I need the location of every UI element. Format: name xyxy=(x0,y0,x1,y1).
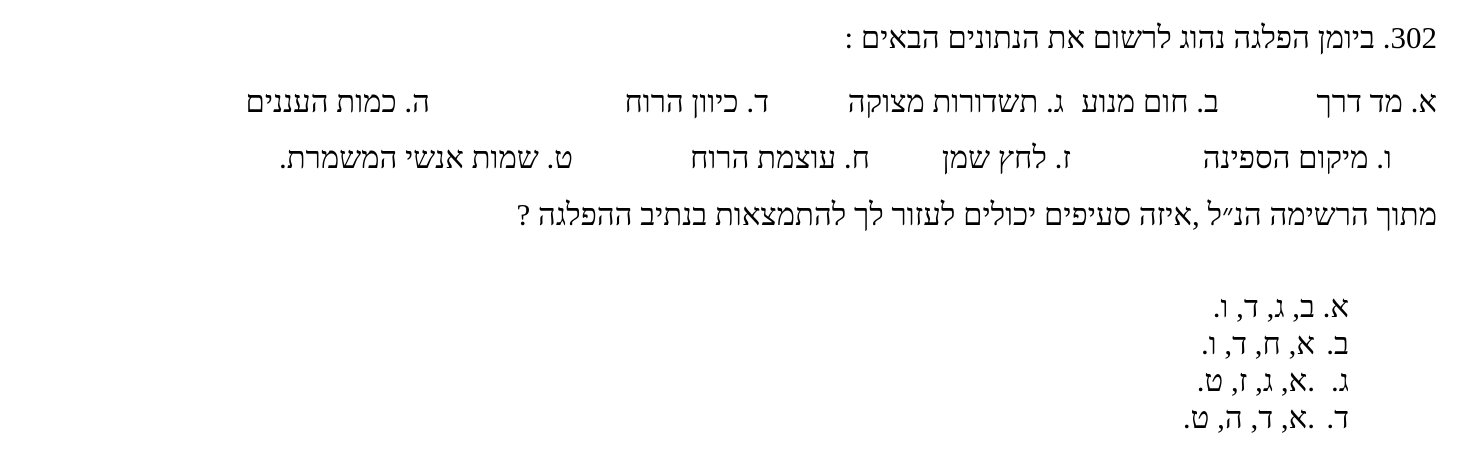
item-g: ז. לחץ שמן xyxy=(941,140,1071,175)
item-c: ג. תשדורות מצוקה xyxy=(847,84,1064,119)
question-prompt: מתוך הרשימה הנ״ל ,איזה סעיפים יכולים לעזור לך להתמצאות בנתיב ההפלגה ? xyxy=(516,197,1437,232)
answer-option-c[interactable] xyxy=(1183,362,1349,399)
item-i: ט. שמות אנשי המשמרת. xyxy=(278,140,573,175)
item-e: ה. כמות העננים xyxy=(245,84,430,119)
item-a: א. מד דרך xyxy=(1316,84,1437,119)
question-title xyxy=(845,22,1437,53)
answer-letter: ד. xyxy=(1326,399,1349,435)
item-d: ד. כיוון הרוח xyxy=(624,84,769,119)
answer-text: .א, ד, ה, ט. xyxy=(1182,399,1315,435)
question-dot: . xyxy=(1375,20,1391,55)
answer-text: ב, ג, ד, ו. xyxy=(1212,288,1315,324)
question-number: 302 xyxy=(1390,20,1437,55)
answer-option-d[interactable] xyxy=(1183,399,1349,436)
answer-letter: א. xyxy=(1322,288,1349,324)
item-h: ח. עוצמת הרוח xyxy=(690,140,870,175)
answer-list xyxy=(1183,288,1349,436)
answer-letter: ב. xyxy=(1326,325,1349,361)
item-b: ב. חום מנוע xyxy=(1081,84,1219,119)
answer-text: א, ח, ד, ו. xyxy=(1200,325,1315,361)
question-text: ביומן הפלגה נהוג לרשום את הנתונים הבאים : xyxy=(844,20,1375,55)
answer-letter: ג. xyxy=(1331,362,1349,398)
item-f: ו. מיקום הספינה xyxy=(1202,140,1392,175)
answer-option-a[interactable] xyxy=(1183,288,1349,325)
answer-text: .א, ג, ז, ט. xyxy=(1196,362,1315,398)
answer-option-b[interactable] xyxy=(1183,325,1349,362)
